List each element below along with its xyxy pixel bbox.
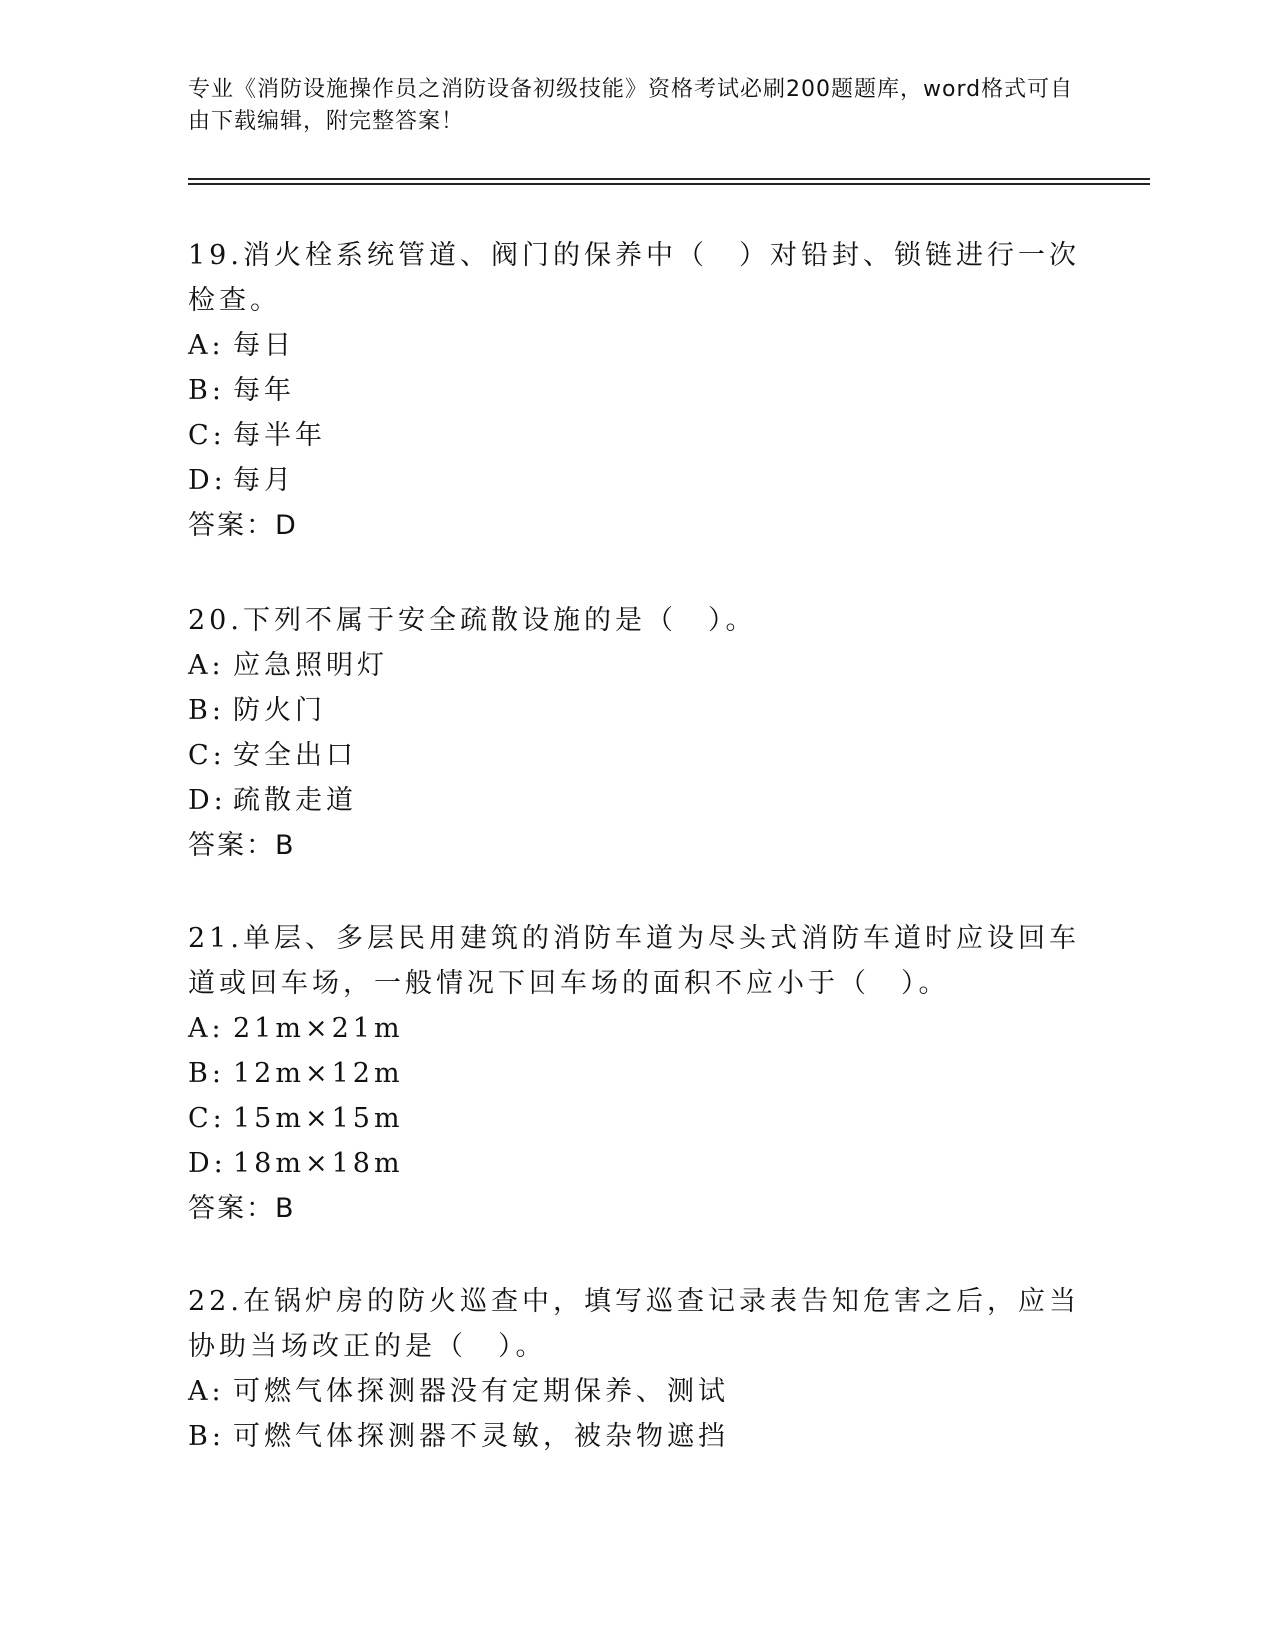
option-key: D: [188,465,227,496]
option-a [188,1006,1088,1051]
option-b [188,1051,1088,1096]
option-d [188,778,1088,823]
option-text: 18m×18m [233,1148,404,1179]
option-key: D: [188,1148,227,1179]
option-key: A: [188,1376,225,1407]
question-stem: 19.消火栓系统管道、阀门的保养中（ ）对铅封、锁链进行一次检查。 [188,240,1080,316]
option-b [188,688,1088,733]
option-key: A: [188,650,225,681]
option-key: B: [188,1421,225,1452]
question-stem: 21.单层、多层民用建筑的消防车道为尽头式消防车道时应设回车道或回车场，一般情况下回车场的面积不应小于（ ）。 [188,923,1080,999]
option-d [188,1141,1088,1186]
option-a [188,323,1088,368]
option-text: 安全出口 [233,740,357,771]
header-text: 专业《消防设施操作员之消防设备初级技能》资格考试必刷200题题库，word格式可自由下载编辑，附完整答案！ [188,77,1074,134]
option-text: 应急照明灯 [233,650,388,681]
option-text: 疏散走道 [233,785,357,816]
option-d [188,458,1088,503]
option-a [188,643,1088,688]
question-stem: 20.下列不属于安全疏散设施的是（ ）。 [188,605,757,636]
option-key: B: [188,695,225,726]
question-21 [188,916,1088,1231]
option-b [188,1414,1088,1459]
option-key: C: [188,420,226,451]
option-text: 每日 [233,330,295,361]
option-key: D: [188,785,227,816]
option-text: 15m×15m [233,1103,404,1134]
option-text: 可燃气体探测器没有定期保养、测试 [233,1376,729,1407]
option-a [188,1369,1088,1414]
option-text: 每半年 [233,420,326,451]
option-key: A: [188,1013,225,1044]
answer-line: 答案：B [188,1193,296,1224]
option-text: 每月 [233,465,295,496]
question-22 [188,1279,1088,1459]
header-divider-bottom [188,183,1150,185]
question-stem: 22.在锅炉房的防火巡查中，填写巡查记录表告知危害之后，应当协助当场改正的是（ ）。 [188,1286,1080,1362]
option-c [188,1096,1088,1141]
question-19 [188,233,1088,548]
option-c [188,413,1088,458]
option-text: 21m×21m [233,1013,404,1044]
option-key: A: [188,330,225,361]
header-divider-top [188,178,1150,180]
option-text: 可燃气体探测器不灵敏，被杂物遮挡 [233,1421,729,1452]
option-text: 防火门 [233,695,326,726]
option-key: C: [188,1103,226,1134]
option-key: B: [188,375,225,406]
option-b [188,368,1088,413]
answer-line: 答案：D [188,510,298,541]
option-text: 每年 [233,375,295,406]
document-header [188,74,1078,138]
answer-line: 答案：B [188,830,296,861]
option-key: B: [188,1058,225,1089]
question-20 [188,598,1088,868]
option-c [188,733,1088,778]
option-key: C: [188,740,226,771]
option-text: 12m×12m [233,1058,404,1089]
